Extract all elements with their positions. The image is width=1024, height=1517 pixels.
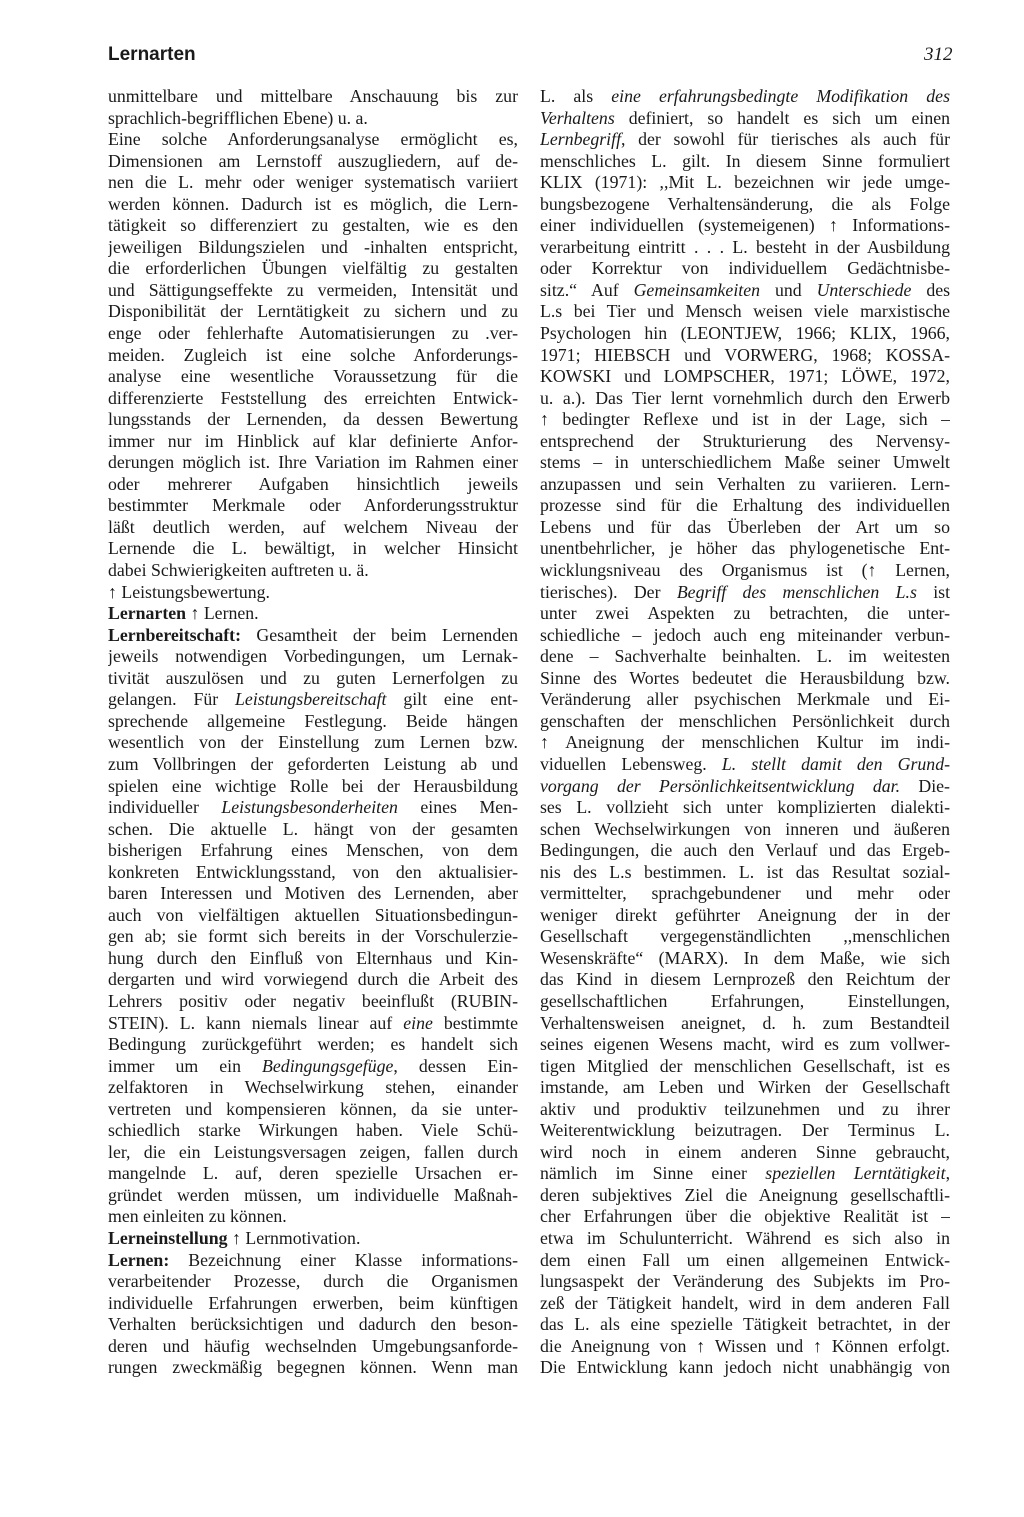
- text-line: [540, 625, 950, 647]
- text-line: [108, 969, 518, 991]
- line-text: KLIX (1971): ,,Mit L. bezeichnen wir jede umge-: [540, 172, 950, 193]
- text-line: [108, 776, 518, 798]
- emphasis-text: Begriff des menschlichen L.s: [676, 581, 917, 602]
- line-text: zelfaktoren in Wechselwirkung stehen, einander: [108, 1077, 518, 1098]
- line-text: stems – in unterschiedlichem Maße seiner Umwelt: [540, 452, 950, 473]
- right-column: [540, 86, 950, 1379]
- text-line: [540, 840, 950, 862]
- line-text: ↑ Lernen.: [186, 603, 259, 624]
- line-text: hung durch den Einfluß von Elternhaus und Kin-: [108, 947, 518, 968]
- text-line: [108, 517, 518, 539]
- text-line: [108, 1056, 518, 1078]
- text-line: [540, 172, 950, 194]
- line-text: dem einen Fall um einen allgemeinen Entwick-: [540, 1249, 950, 1270]
- line-text: ,: [945, 1163, 950, 1184]
- text-line: [540, 905, 950, 927]
- text-line: [540, 194, 950, 216]
- text-line: [540, 323, 950, 345]
- line-text: immer um ein: [108, 1055, 263, 1076]
- line-text: enge oder fehlerhafte Automatisierungen zu .ver-: [108, 323, 518, 344]
- line-text: imstande, am Leben und Wirken der Gesellschaft: [540, 1077, 950, 1098]
- line-text: prozesse sind für die Erhaltung des individuellen: [540, 495, 950, 516]
- text-line: [108, 948, 518, 970]
- line-text: zeß der Tätigkeit handelt, wird in dem anderen Fall: [540, 1292, 950, 1313]
- text-line: [108, 108, 518, 130]
- line-text: lungsstands der Lernenden, da dessen Bewertung: [108, 409, 518, 430]
- emphasis-text: Bedingungsgefüge: [262, 1055, 394, 1076]
- text-line: [108, 1250, 518, 1272]
- line-text: dene – Sachverhalte beinhalten. L. im weitesten: [540, 646, 950, 667]
- text-line: [108, 1314, 518, 1336]
- text-line: [540, 1228, 950, 1250]
- line-text: läßt deutlich werden, auf welchem Niveau der: [108, 516, 518, 537]
- text-line: [108, 538, 518, 560]
- left-column: [108, 86, 518, 1379]
- line-text: bestimmter Merkmale oder Anforderungsstruktur: [108, 495, 518, 516]
- text-line: [540, 1142, 950, 1164]
- text-line: [108, 258, 518, 280]
- line-text: 1971; HIEBSCH und VORWERG, 1968; KOSSA-: [540, 344, 950, 365]
- line-text: Dimensionen am Lernstoff auszugliedern, auf de-: [108, 150, 518, 171]
- text-line: [540, 603, 950, 625]
- line-text: lungsaspekt der Veränderung des Subjekts im Pro-: [540, 1271, 950, 1292]
- line-text: schiedlich starke Wirkungen haben. Viele Schü-: [108, 1120, 518, 1141]
- text-line: [108, 151, 518, 173]
- line-text: verarbeitung eintritt . . . L. besteht in der Ausbildung: [540, 236, 950, 257]
- text-line: [540, 1206, 950, 1228]
- line-text: meiden. Zugleich ist eine solche Anforderungs-: [108, 344, 518, 365]
- text-line: [108, 603, 518, 625]
- text-line: [108, 1013, 518, 1035]
- line-text: unter zwei Aspekten zu betrachten, die unter-: [540, 603, 950, 624]
- text-line: [540, 215, 950, 237]
- line-text: weniger direkt geführter Aneignung der in der: [540, 904, 950, 925]
- text-line: [108, 1206, 518, 1228]
- text-line: [540, 1077, 950, 1099]
- line-text: nis des L.s bestimmen. L. ist das Resultat sozial-: [540, 861, 950, 882]
- text-line: [108, 215, 518, 237]
- line-text: Verhalten berücksichtigen und dadurch den beson-: [108, 1314, 518, 1335]
- line-text: Bedingung zurückgeführt werden; es handelt sich: [108, 1034, 518, 1055]
- emphasis-text: Leistungsbesonderheiten: [221, 797, 398, 818]
- text-line: [108, 840, 518, 862]
- text-line: [540, 689, 950, 711]
- text-line: [540, 366, 950, 388]
- line-text: dabei Schwierigkeiten auftreten u. ä.: [108, 560, 369, 581]
- line-text: , der sowohl für tierisches als auch für: [621, 129, 950, 150]
- line-text: das Kind in diesem Lernprozeß den Reichtum der: [540, 969, 950, 990]
- emphasis-text: L. stellt damit den Grund-: [721, 753, 950, 774]
- line-text: dergarten und wird vorwiegend durch die Arbeit des: [108, 969, 518, 990]
- line-text: rungen zweckmäßig begegnen können. Wenn man: [108, 1357, 518, 1378]
- text-line: [540, 926, 950, 948]
- text-line: [540, 1336, 950, 1358]
- line-text: nen die L. mehr oder weniger systematisch variiert: [108, 172, 518, 193]
- text-line: [540, 280, 950, 302]
- line-text: zum Vollbringen der geforderten Leistung ab und: [108, 753, 518, 774]
- text-line: [540, 1034, 950, 1056]
- text-line: [540, 1293, 950, 1315]
- line-text: men einleiten zu können.: [108, 1206, 287, 1227]
- line-text: des: [911, 279, 950, 300]
- line-text: definiert, so handelt es sich um einen: [614, 107, 950, 128]
- text-line: [108, 409, 518, 431]
- text-line: [540, 1271, 950, 1293]
- emphasis-text: Leistungsbereitschaft: [235, 689, 387, 710]
- line-text: cher Erfahrungen über die objektive Realität ist –: [540, 1206, 950, 1227]
- text-line: [540, 883, 950, 905]
- text-line: [540, 452, 950, 474]
- text-line: [108, 883, 518, 905]
- line-text: unmittelbare und mittelbare Anschauung bis zur: [108, 86, 518, 106]
- line-text: Disponibilität der Lerntätigkeit zu sichern und zu: [108, 301, 518, 322]
- entry-headword: Lernen:: [108, 1249, 170, 1270]
- text-line: [540, 129, 950, 151]
- text-line: [540, 1185, 950, 1207]
- text-line: [108, 1163, 518, 1185]
- entry-headword: Lernbereitschaft:: [108, 624, 241, 645]
- line-text: baren Interessen und Motiven des Lernenden, aber: [108, 883, 518, 904]
- line-text: ses L. vollzieht sich unter komplizierten dialekti-: [540, 797, 950, 818]
- line-text: deren subjektives Ziel die Aneignung gesellschaftli-: [540, 1184, 950, 1205]
- line-text: Wesenskräfte“ (MARX). In dem Maße, wie sich: [540, 947, 950, 968]
- text-line: [540, 948, 950, 970]
- line-text: ↑ Aneignung der menschlichen Kultur im indi-: [540, 732, 950, 753]
- text-line: [540, 409, 950, 431]
- line-text: ler, die ein Leistungsversagen zeigen, fallen durch: [108, 1141, 518, 1162]
- line-text: genschaften der menschlichen Persönlichkeit durch: [540, 710, 950, 731]
- text-line: [108, 1185, 518, 1207]
- text-line: [540, 1099, 950, 1121]
- text-line: [108, 646, 518, 668]
- line-text: eines Men-: [397, 797, 518, 818]
- line-text: Lernende die L. bewältigt, in welcher Hinsicht: [108, 538, 518, 559]
- line-text: die Aneignung von ↑ Wissen und ↑ Können erfolgt.: [540, 1335, 950, 1356]
- line-text: Sinne des Wortes bedeutet die Herausbildung bzw.: [540, 667, 950, 688]
- text-line: [108, 301, 518, 323]
- line-text: und Sättigungseffekte zu vermeiden, Intensität und: [108, 279, 518, 300]
- text-line: [108, 495, 518, 517]
- text-line: [108, 797, 518, 819]
- line-text: nämlich im Sinne einer: [540, 1163, 766, 1184]
- emphasis-text: Lernbegriff: [540, 129, 622, 150]
- line-text: ↑ bedingter Reflexe und ist in der Lage, sich –: [540, 409, 950, 430]
- text-line: [108, 237, 518, 259]
- text-line: [108, 194, 518, 216]
- text-line: [108, 625, 518, 647]
- line-text: ↑ Leistungsbewertung.: [108, 581, 270, 602]
- text-line: [540, 301, 950, 323]
- text-line: [540, 237, 950, 259]
- text-line: [108, 474, 518, 496]
- line-text: sprachlich-begrifflichen Ebene) u. a.: [108, 107, 368, 128]
- line-text: individuelle Erfahrungen erwerben, beim künftigen: [108, 1292, 518, 1313]
- line-text: sitz.“ Auf: [540, 279, 634, 300]
- line-text: bisherigen Erfahrung eines Menschen, von dem: [108, 840, 518, 861]
- text-line: [108, 819, 518, 841]
- line-text: jeweiligen Bildungszielen und -inhalten entspricht,: [108, 236, 518, 257]
- line-text: gründet werden müssen, um individuelle Maßnah-: [108, 1184, 518, 1205]
- line-text: mangelnde L. auf, deren spezielle Ursachen er-: [108, 1163, 518, 1184]
- line-text: , dessen Ein-: [393, 1055, 518, 1076]
- emphasis-text: Unterschiede: [816, 279, 912, 300]
- line-text: die erforderlichen Übungen vielfältig zu gestalten: [108, 258, 518, 279]
- line-text: tigen Mitglied der menschlichen Gesellschaft, ist es: [540, 1055, 950, 1076]
- text-line: [540, 431, 950, 453]
- line-text: seines eigenen Wesens macht, wird es zum vollwer-: [540, 1034, 950, 1055]
- line-text: gen ab; sie formt sich bereits in der Vorschulerzie-: [108, 926, 518, 947]
- line-text: oder mehrerer Aufgaben hinsichtlich jeweils: [108, 473, 518, 494]
- text-line: [540, 754, 950, 776]
- line-text: tätigkeit so differenziert zu gestalten, wie es den: [108, 215, 518, 236]
- text-line: [108, 280, 518, 302]
- text-line: [108, 1336, 518, 1358]
- line-text: STEIN). L. kann niemals linear auf: [108, 1012, 404, 1033]
- line-text: entsprechend der Strukturierung des Nervensy-: [540, 430, 950, 451]
- text-line: [108, 323, 518, 345]
- text-line: [540, 797, 950, 819]
- text-line: [540, 1013, 950, 1035]
- line-text: L. als: [540, 86, 612, 106]
- line-text: bungsbezogene Verhaltensänderung, die als Folge: [540, 193, 950, 214]
- line-text: Eine solche Anforderungsanalyse ermöglicht es,: [108, 129, 518, 150]
- line-text: spielen eine wichtige Rolle bei der Herausbildung: [108, 775, 518, 796]
- text-line: [540, 1357, 950, 1379]
- text-line: [108, 905, 518, 927]
- text-line: [540, 538, 950, 560]
- line-text: ist: [916, 581, 950, 602]
- text-line: [108, 1034, 518, 1056]
- text-line: [540, 1250, 950, 1272]
- line-text: Weiterentwicklung beizutragen. Der Terminus L.: [540, 1120, 950, 1141]
- line-text: und: [760, 279, 817, 300]
- line-text: bestimmte: [432, 1012, 518, 1033]
- text-line: [108, 926, 518, 948]
- text-line: [540, 1120, 950, 1142]
- text-line: [108, 689, 518, 711]
- emphasis-text: Verhaltens: [540, 107, 615, 128]
- running-header-title: Lernarten: [108, 44, 196, 65]
- line-text: gelangen. Für: [108, 689, 236, 710]
- line-text: gesellschaftlichen Erfahrungen, Einstellungen,: [540, 990, 950, 1011]
- text-line: [108, 711, 518, 733]
- line-text: L.s bei Tier und Mensch weisen viele marxistische: [540, 301, 950, 322]
- line-text: unentbehrlicher, je höher das phylogenetische Ent-: [540, 538, 950, 559]
- line-text: werden können. Dadurch ist es möglich, die Lern-: [108, 193, 518, 214]
- line-text: auch von vielfältigen aktuellen Situationsbedingun-: [108, 904, 518, 925]
- line-text: viduellen Lebensweg.: [540, 753, 722, 774]
- text-line: [108, 862, 518, 884]
- text-line: [108, 388, 518, 410]
- emphasis-text: eine erfahrungsbedingte Modifikation des: [611, 86, 950, 106]
- page-number: 312: [924, 44, 953, 65]
- line-text: oder Korrektur von individuellem Gedächtnisbe-: [540, 258, 950, 279]
- text-line: [540, 495, 950, 517]
- line-text: sprechende allgemeine Festlegung. Beide hängen: [108, 710, 518, 731]
- line-text: Veränderung aller psychischen Merkmale und Ei-: [540, 689, 950, 710]
- line-text: aktiv und produktiv teilzunehmen und zu ihrer: [540, 1098, 950, 1119]
- text-line: [540, 560, 950, 582]
- line-text: wesentlich von der Einstellung zum Lernen bzw.: [108, 732, 518, 753]
- line-text: Gesamtheit der beim Lernenden: [241, 624, 518, 645]
- text-line: [540, 646, 950, 668]
- text-line: [540, 711, 950, 733]
- line-text: anzupassen und sein Verhalten zu variieren. Lern-: [540, 473, 950, 494]
- line-text: einer individuellen (systemeigenen) ↑ Informations-: [540, 215, 950, 236]
- text-line: [108, 452, 518, 474]
- line-text: Psychologen hin (LEONTJEW, 1966; KLIX, 1966,: [540, 323, 950, 344]
- line-text: deren und häufig wechselnden Umgebungsanforde-: [108, 1335, 518, 1356]
- text-line: [540, 668, 950, 690]
- text-line: [108, 86, 518, 108]
- line-text: jeweils notwendigen Vorbedingungen, um Lernak-: [108, 646, 518, 667]
- line-text: immer nur im Hinblick auf klar definierte Anfor-: [108, 430, 518, 451]
- text-line: [108, 560, 518, 582]
- text-line: [540, 517, 950, 539]
- text-line: [540, 732, 950, 754]
- line-text: konkreten Entwicklungsstand, von den aktualisier-: [108, 861, 518, 882]
- text-line: [108, 1293, 518, 1315]
- text-line: [540, 1163, 950, 1185]
- text-line: [108, 1077, 518, 1099]
- text-line: [108, 345, 518, 367]
- line-text: ↑ Lernmotivation.: [227, 1227, 361, 1248]
- emphasis-text: speziellen Lerntätigkeit: [765, 1163, 946, 1184]
- entry-headword: Lernarten: [108, 603, 187, 624]
- text-line: [108, 1142, 518, 1164]
- line-text: Die-: [900, 775, 950, 796]
- line-text: Bezeichnung einer Klasse informations-: [169, 1249, 518, 1270]
- line-text: Bedingungen, die auch den Verlauf und das Ergeb-: [540, 840, 950, 861]
- text-line: [108, 1228, 518, 1250]
- text-line: [540, 862, 950, 884]
- text-line: [540, 388, 950, 410]
- text-line: [540, 258, 950, 280]
- emphasis-text: vorgang der Persönlichkeitsentwicklung dar.: [540, 775, 901, 796]
- text-line: [540, 1314, 950, 1336]
- line-text: u. a.). Das Tier lernt vornehmlich durch den Erwerb: [540, 387, 950, 408]
- text-line: [108, 1120, 518, 1142]
- text-line: [108, 1099, 518, 1121]
- text-line: [108, 366, 518, 388]
- text-line: [540, 474, 950, 496]
- line-text: schen Wechselwirkungen von inneren und äußeren: [540, 818, 950, 839]
- line-text: Die Entwicklung kann jedoch nicht unabhängig von: [540, 1357, 950, 1378]
- line-text: vermittelter, sprachgebundener und mehr oder: [540, 883, 950, 904]
- line-text: KOWSKI und LOMPSCHER, 1971; LÖWE, 1972,: [540, 366, 950, 387]
- line-text: verarbeitender Prozesse, durch die Organismen: [108, 1271, 518, 1292]
- line-text: analyse eine wesentliche Voraussetzung für die: [108, 366, 518, 387]
- line-text: vertreten und kompensieren können, da sie unter-: [108, 1098, 518, 1119]
- text-line: [108, 582, 518, 604]
- line-text: differenzierte Feststellung des erreichten Entwick-: [108, 387, 518, 408]
- text-line: [540, 86, 950, 108]
- text-line: [108, 1271, 518, 1293]
- text-line: [540, 969, 950, 991]
- text-line: [108, 129, 518, 151]
- text-line: [540, 776, 950, 798]
- text-line: [540, 108, 950, 130]
- line-text: schen. Die aktuelle L. hängt von der gesamten: [108, 818, 518, 839]
- text-line: [540, 819, 950, 841]
- text-line: [540, 991, 950, 1013]
- entry-headword: Lerneinstellung: [108, 1227, 228, 1248]
- text-line: [108, 668, 518, 690]
- emphasis-text: eine: [403, 1012, 433, 1033]
- text-line: [108, 754, 518, 776]
- text-line: [108, 732, 518, 754]
- text-line: [540, 582, 950, 604]
- line-text: Lehrers positiv oder negativ beeinflußt (RUBIN-: [108, 990, 518, 1011]
- text-line: [108, 172, 518, 194]
- line-text: Lebens und für das Überleben der Art um so: [540, 516, 950, 537]
- line-text: das L. als eine spezielle Tätigkeit betrachtet, in der: [540, 1314, 950, 1335]
- text-line: [108, 991, 518, 1013]
- line-text: tierisches). Der: [540, 581, 677, 602]
- emphasis-text: Gemeinsamkeiten: [633, 279, 760, 300]
- text-line: [540, 345, 950, 367]
- line-text: menschliches L. gilt. In diesem Sinne formuliert: [540, 150, 950, 171]
- line-text: schiedliche – jedoch auch eng miteinander verbun-: [540, 624, 950, 645]
- text-line: [108, 431, 518, 453]
- line-text: wicklungsniveau des Organismus ist (↑ Lernen,: [540, 560, 950, 581]
- line-text: Verhaltensweisen aneignet, d. h. zum Bestandteil: [540, 1012, 950, 1033]
- line-text: wird noch in einem anderen Sinne gebraucht,: [540, 1141, 950, 1162]
- line-text: individueller: [108, 797, 222, 818]
- text-line: [108, 1357, 518, 1379]
- text-line: [540, 151, 950, 173]
- text-line: [540, 1056, 950, 1078]
- line-text: Gesellschaft vergegenständlichten ,,menschlichen: [540, 926, 950, 947]
- line-text: derungen möglich ist. Ihre Variation im Rahmen einer: [108, 452, 518, 473]
- line-text: etwa im Schulunterricht. Während es sich also in: [540, 1227, 950, 1248]
- line-text: tivität auszulösen und zu guten Lernerfolgen zu: [108, 667, 518, 688]
- line-text: gilt eine ent-: [386, 689, 518, 710]
